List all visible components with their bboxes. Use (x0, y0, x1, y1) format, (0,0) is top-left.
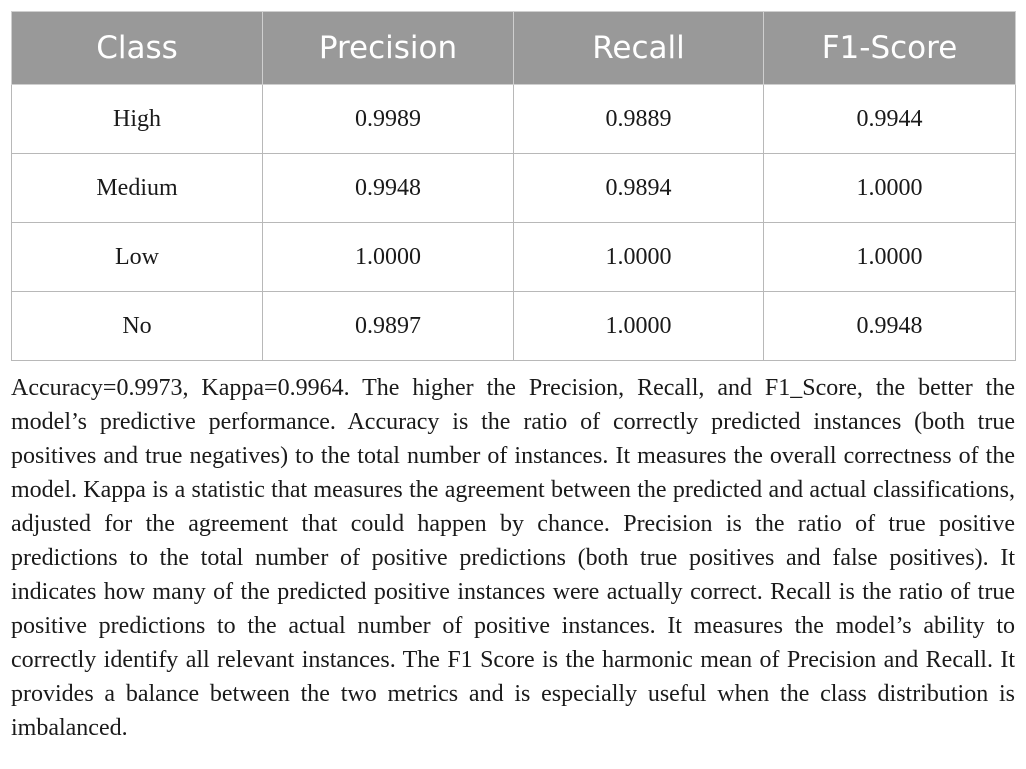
cell-f1-score: 0.9948 (764, 292, 1016, 361)
cell-recall: 0.9889 (514, 85, 764, 154)
cell-f1-score: 1.0000 (764, 223, 1016, 292)
cell-precision: 0.9897 (263, 292, 514, 361)
cell-class: High (12, 85, 263, 154)
metrics-table (11, 11, 1016, 361)
cell-class: Low (12, 223, 263, 292)
cell-recall: 1.0000 (514, 292, 764, 361)
table-footnote: Accuracy=0.9973, Kappa=0.9964. The higher the Precision, Recall, and F1_Score, the better the model’s predictive performance. Accuracy is the ratio of correctly predicted instances (both true positives and true negatives) to the total number of instances. It measures the overall correctness of the model. Kappa is a statistic that measures the agreement between the predicted and actual classifications, adjusted for the agreement that could happen by chance. Precision is the ratio of true positive predictions to the total number of positive predictions (both true positives and false positives). It indicates how many of the predicted positive instances were actually correct. Recall is the ratio of true positive predictions to the actual number of positive instances. It measures the model’s ability to correctly identify all relevant instances. The F1 Score is the harmonic mean of Precision and Recall. It provides a balance between the two metrics and is especially useful when the class distribution is imbalanced. (11, 375, 1015, 741)
header-class: Class (12, 12, 263, 85)
header-recall: Recall (514, 12, 764, 85)
header-f1-score: F1-Score (764, 12, 1016, 85)
metrics-table-container (11, 11, 1015, 361)
table-row (12, 223, 1016, 292)
cell-recall: 1.0000 (514, 223, 764, 292)
table-header-row (12, 12, 1016, 85)
header-precision: Precision (263, 12, 514, 85)
cell-class: Medium (12, 154, 263, 223)
cell-precision: 1.0000 (263, 223, 514, 292)
cell-f1-score: 0.9944 (764, 85, 1016, 154)
cell-class: No (12, 292, 263, 361)
table-row (12, 292, 1016, 361)
cell-precision: 0.9948 (263, 154, 514, 223)
cell-precision: 0.9989 (263, 85, 514, 154)
cell-f1-score: 1.0000 (764, 154, 1016, 223)
table-row (12, 85, 1016, 154)
table-row (12, 154, 1016, 223)
cell-recall: 0.9894 (514, 154, 764, 223)
